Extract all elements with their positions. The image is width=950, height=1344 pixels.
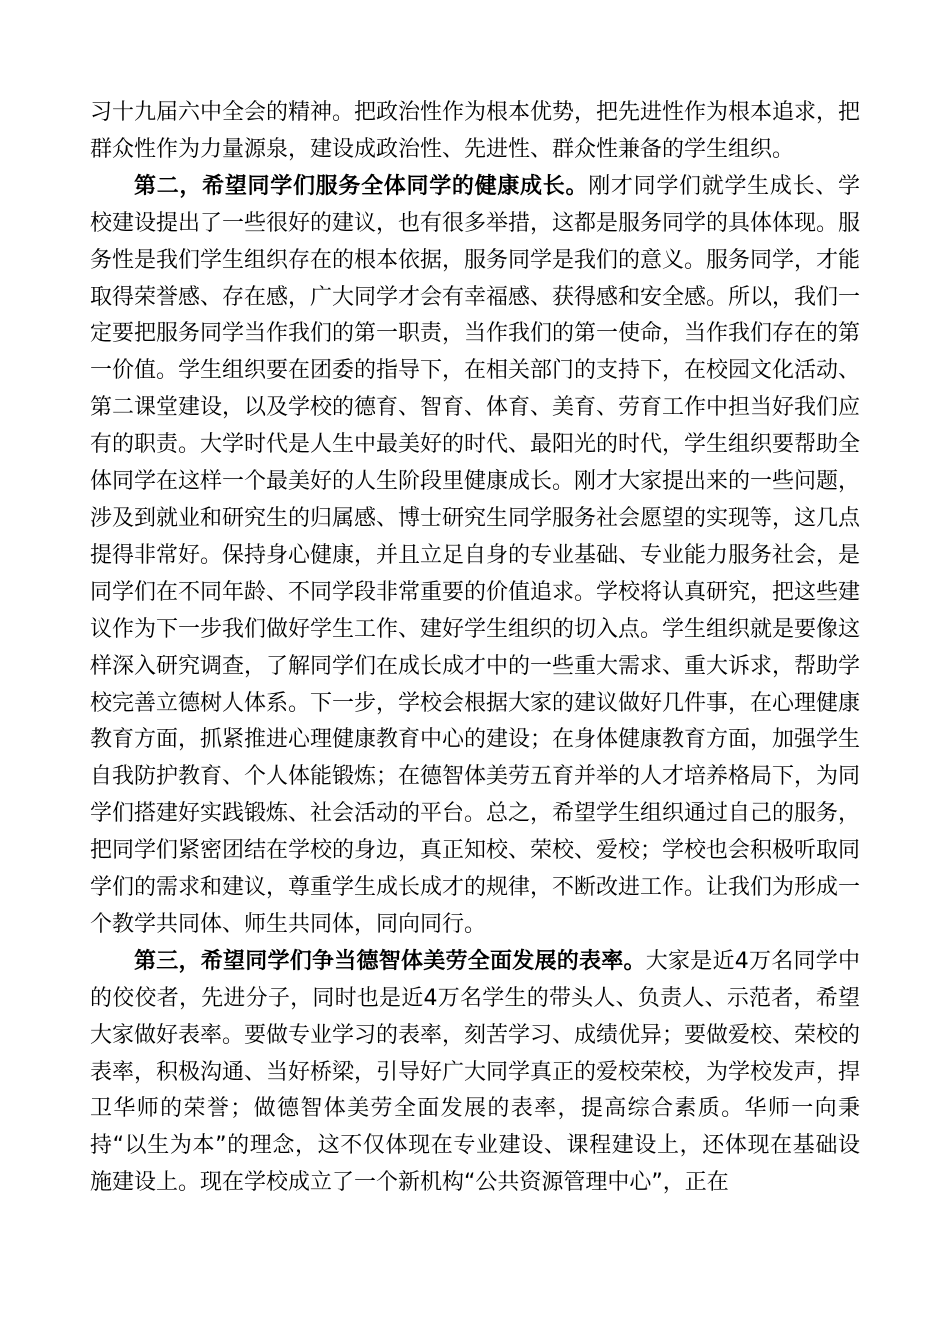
paragraph-third-point xyxy=(90,944,860,1202)
document-page xyxy=(90,95,860,1202)
paragraph-second-point xyxy=(90,169,860,944)
paragraph-text: 大家是近4万名同学中的佼佼者，先进分子，同时也是近4万名学生的带头人、负责人、示范者，希望大家做好表率。要做专业学习的表率，刻苦学习、成绩优异；要做爱校、荣校的表率，积极沟通、当好桥梁，引导好广大同学真正的爱校荣校，为学校发声，捍卫华师的荣誉；做德智体美劳全面发展的表率，提高综合素质。华师一向秉持“以生为本”的理念，这不仅体现在专业建设、课程建设上，还体现在基础设施建设上。现在学校成立了一个新机构“公共资源管理中心”，正在 xyxy=(90,948,861,1196)
paragraph-lead: 第三，希望同学们争当德智体美劳全面发展的表率。 xyxy=(134,948,646,974)
paragraph-continued xyxy=(90,95,860,169)
paragraph-text: 刚才同学们就学生成长、学校建设提出了一些很好的建议，也有很多举措，这都是服务同学的具体体现。服务性是我们学生组织存在的根本依据，服务同学是我们的意义。服务同学，才能取得荣誉感、存在感，广大同学才会有幸福感、获得感和安全感。所以，我们一定要把服务同学当作我们的第一职责，当作我们的第一使命，当作我们存在的第一价值。学生组织要在团委的指导下，在相关部门的支持下，在校园文化活动、第二课堂建设，以及学校的德育、智育、体育、美育、劳育工作中担当好我们应有的职责。大学时代是人生中最美好的时代、最阳光的时代，学生组织要帮助全体同学在这样一个最美好的人生阶段里健康成长。刚才大家提出来的一些问题，涉及到就业和研究生的归属感、博士研究生同学服务社会愿望的实现等，这几点提得非常好。保持身心健康，并且立足自身的专业基础、专业能力服务社会，是同学们在不同年龄、不同学段非常重要的价值追求。学校将认真研究，把这些建议作为下一步我们做好学生工作、建好学生组织的切入点。学生组织就是要像这样深入研究调查，了解同学们在成长成才中的一些重大需求、重大诉求，帮助学校完善立德树人体系。下一步，学校会根据大家的建议做好几件事，在心理健康教育方面，抓紧推进心理健康教育中心的建设；在身体健康教育方面，加强学生自我防护教育、个人体能锻炼；在德智体美劳五育并举的人才培养格局下，为同学们搭建好实践锻炼、社会活动的平台。总之，希望学生组织通过自己的服务，把同学们紧密团结在学校的身边，真正知校、荣校、爱校；学校也会积极听取同学们的需求和建议，尊重学生成长成才的规律，不断改进工作。让我们为形成一个教学共同体、师生共同体，同向同行。 xyxy=(90,173,861,937)
paragraph-lead: 第二，希望同学们服务全体同学的健康成长。 xyxy=(134,173,589,199)
paragraph-text: 习十九届六中全会的精神。把政治性作为根本优势，把先进性作为根本追求，把群众性作为力量源泉，建设成政治性、先进性、群众性兼备的学生组织。 xyxy=(90,100,861,162)
